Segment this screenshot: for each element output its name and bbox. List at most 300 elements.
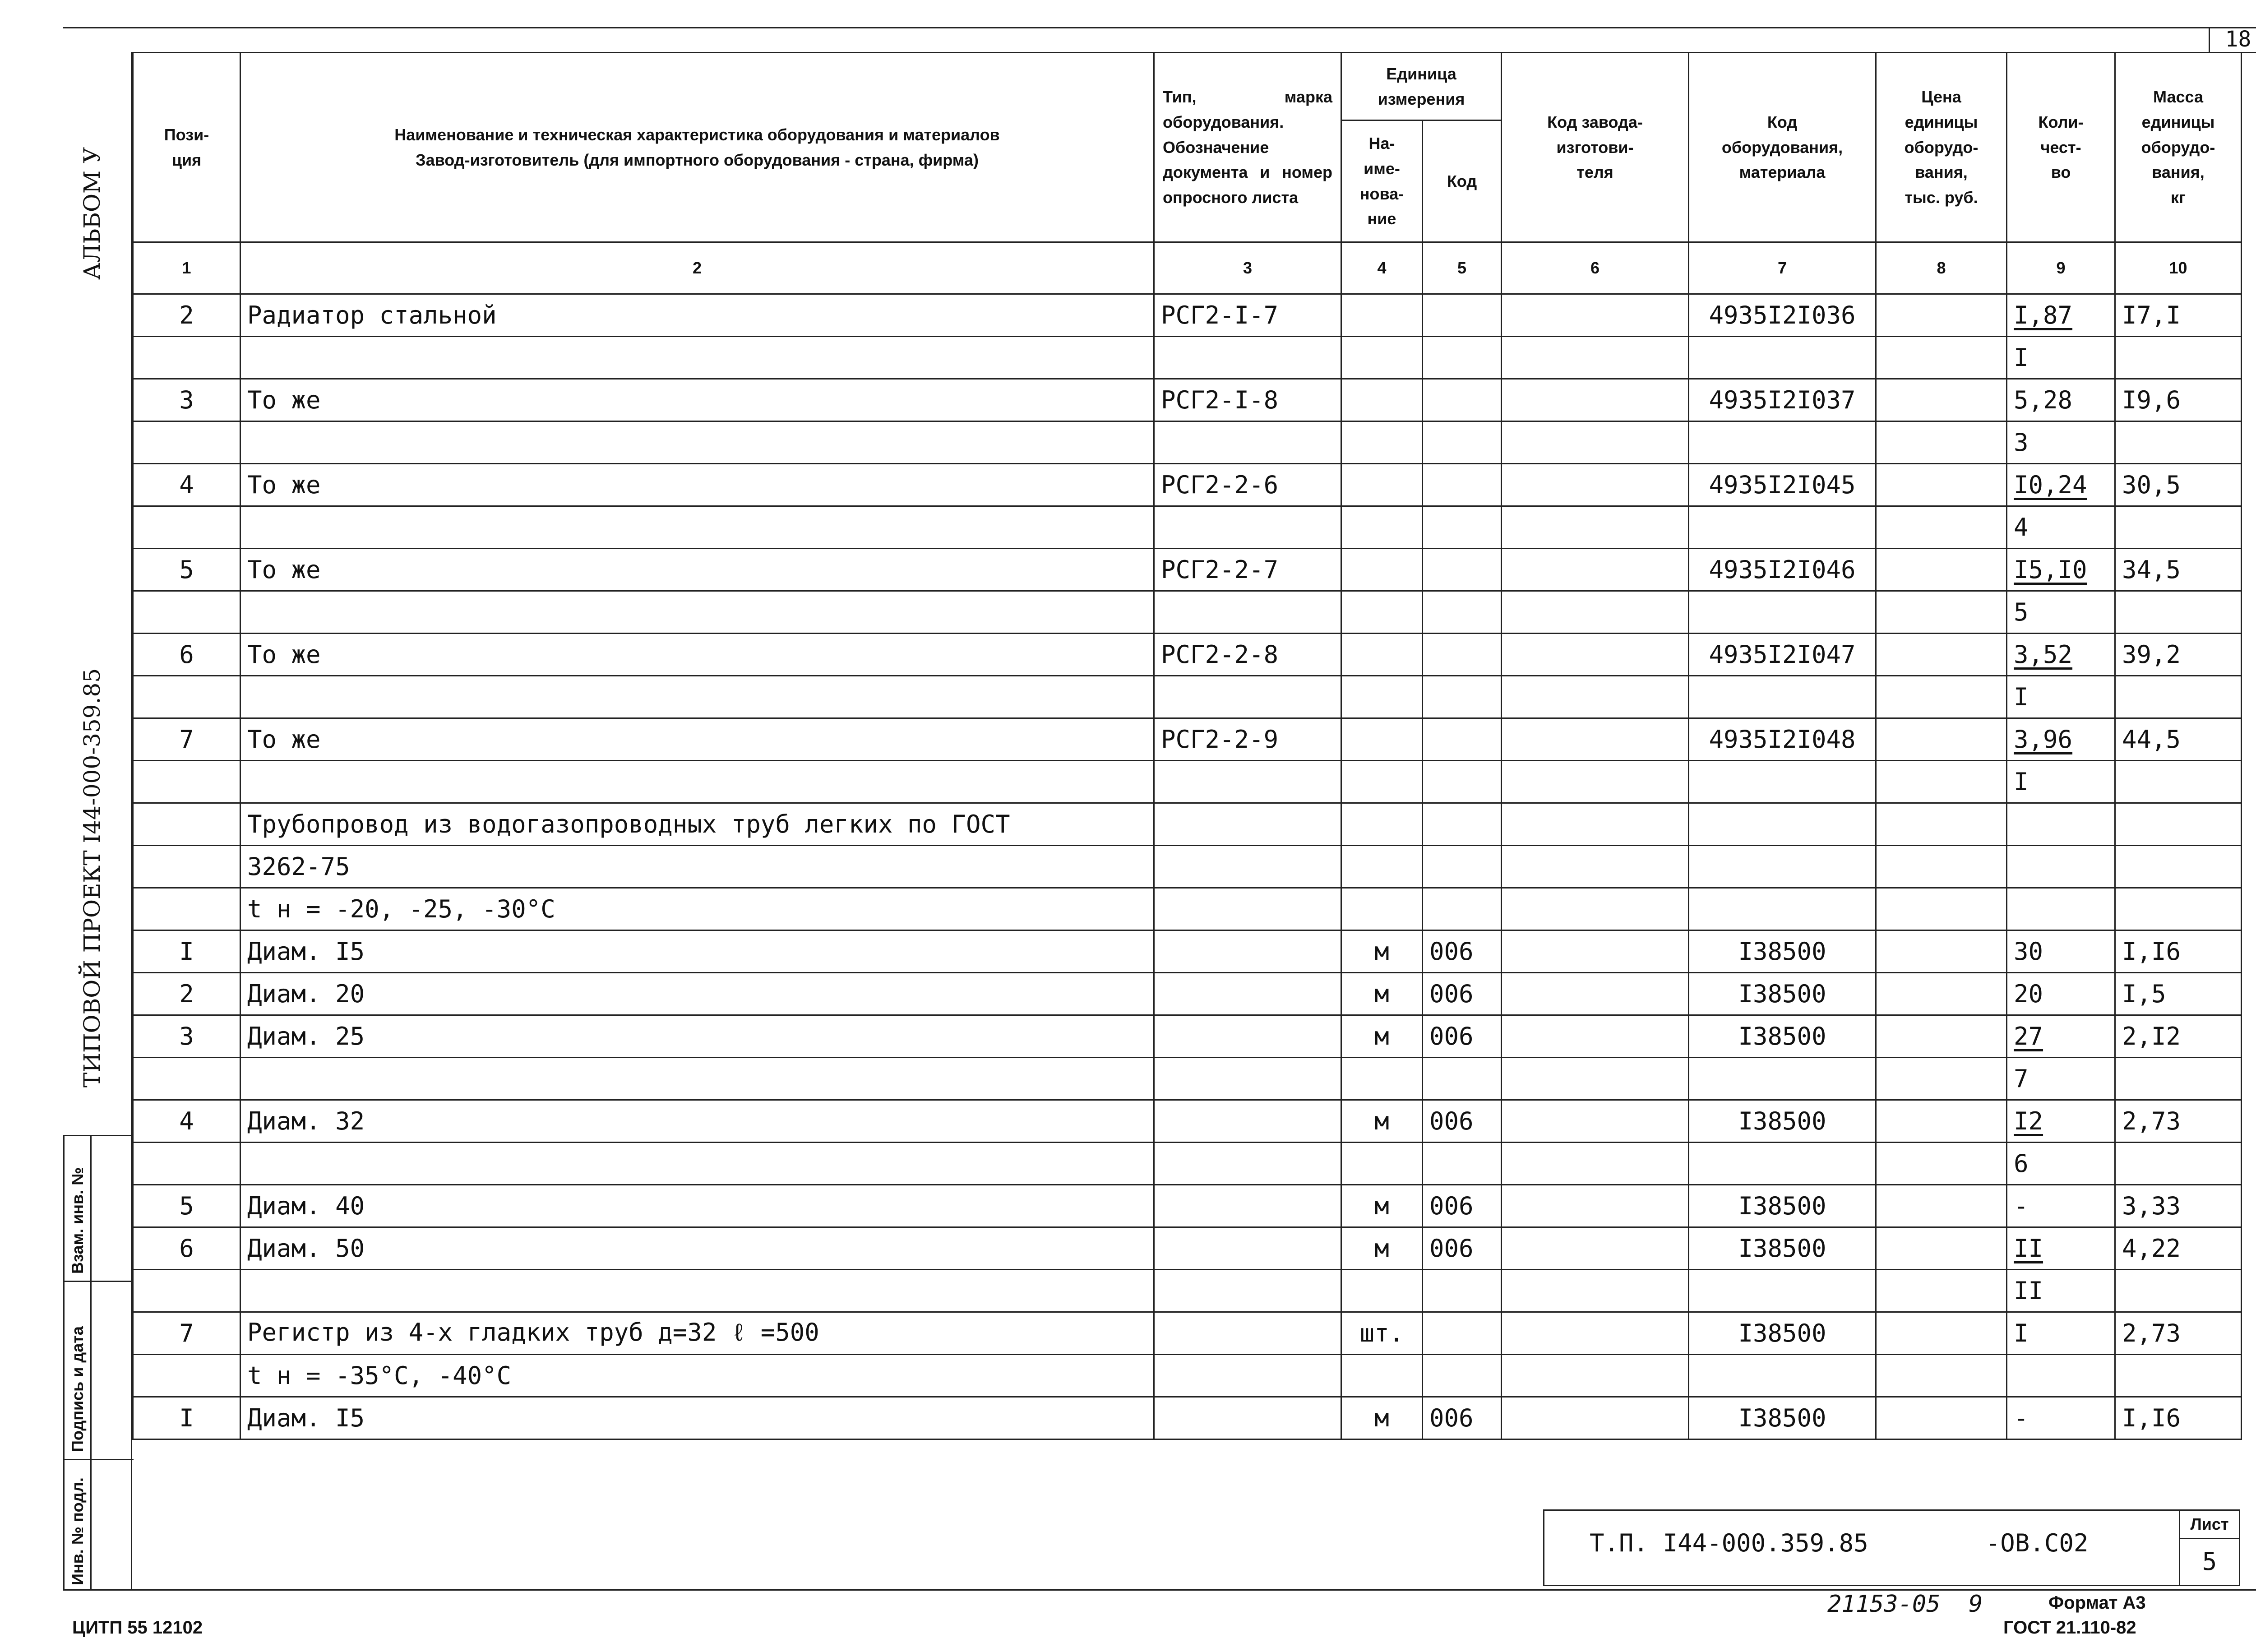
- cell-unit-name: [1341, 294, 1423, 337]
- cell-unit-name: м: [1341, 1100, 1423, 1143]
- cell-factory-code: [1502, 591, 1689, 634]
- table-row: [133, 973, 2242, 1015]
- footer-organization: ЦИТП 55 12102: [72, 1618, 203, 1638]
- cell-name: Диам. I5: [240, 930, 1154, 973]
- cell-price: [1876, 1185, 2007, 1227]
- cell-equipment-code: [1689, 888, 1876, 930]
- cell-mass: [2115, 337, 2242, 379]
- cell-unit-code: 006: [1423, 973, 1502, 1015]
- cell-equipment-code: 4935I2I046: [1689, 549, 1876, 591]
- cell-price: [1876, 379, 2007, 421]
- header-number: 1: [133, 242, 240, 294]
- table-row: [133, 1355, 2242, 1397]
- cell-type: [1154, 591, 1341, 634]
- cell-unit-name: [1341, 591, 1423, 634]
- cell-quantity: 5: [2007, 591, 2115, 634]
- cell-price: [1876, 634, 2007, 676]
- footer-inventory-number: 21153-05 9: [1827, 1591, 1983, 1618]
- header-number: 6: [1502, 242, 1689, 294]
- cell-position: 3: [133, 1015, 240, 1058]
- stamp-original-inventory: Инв. № подл.: [68, 1477, 87, 1585]
- header-number: 8: [1876, 242, 2007, 294]
- table-row: [133, 421, 2242, 464]
- side-stamp: [63, 1135, 132, 1591]
- table-row: [133, 1100, 2242, 1143]
- cell-position: 6: [133, 1227, 240, 1270]
- cell-unit-code: [1423, 464, 1502, 506]
- cell-name: [240, 1270, 1154, 1312]
- cell-unit-name: м: [1341, 1185, 1423, 1227]
- stamp-divider: [65, 1281, 134, 1282]
- project-label: ТИПОВОЙ ПРОЕКТ I44-000-359.85: [79, 668, 105, 1087]
- stamp-divider: [65, 1459, 134, 1460]
- cell-equipment-code: [1689, 1143, 1876, 1185]
- cell-name: t н = -20, -25, -30°С: [240, 888, 1154, 930]
- cell-unit-name: [1341, 676, 1423, 718]
- cell-position: [133, 888, 240, 930]
- cell-mass: 3,33: [2115, 1185, 2242, 1227]
- cell-quantity: II: [2007, 1227, 2115, 1270]
- cell-unit-name: м: [1341, 1227, 1423, 1270]
- cell-factory-code: [1502, 1143, 1689, 1185]
- footer-format: Формат А3: [2048, 1593, 2146, 1613]
- header-factory-code: Код завода- изготови- теля: [1502, 53, 1689, 242]
- cell-factory-code: [1502, 1355, 1689, 1397]
- table-row: [133, 1015, 2242, 1058]
- album-label: АЛЬБОМ У: [79, 147, 105, 280]
- cell-equipment-code: [1689, 761, 1876, 803]
- table-row: [133, 294, 2242, 337]
- cell-factory-code: [1502, 421, 1689, 464]
- table-row: [133, 1185, 2242, 1227]
- cell-unit-name: [1341, 379, 1423, 421]
- cell-factory-code: [1502, 1058, 1689, 1100]
- header-unit-group: Единица измерения: [1341, 53, 1502, 120]
- cell-equipment-code: 4935I2I048: [1689, 718, 1876, 761]
- cell-quantity: I: [2007, 676, 2115, 718]
- cell-unit-code: [1423, 761, 1502, 803]
- cell-mass: 34,5: [2115, 549, 2242, 591]
- cell-type: [1154, 973, 1341, 1015]
- cell-mass: I,I6: [2115, 930, 2242, 973]
- cell-equipment-code: [1689, 1355, 1876, 1397]
- cell-unit-code: 006: [1423, 1397, 1502, 1439]
- cell-factory-code: [1502, 718, 1689, 761]
- cell-mass: [2115, 1143, 2242, 1185]
- cell-quantity: 4: [2007, 506, 2115, 549]
- table-row: [133, 591, 2242, 634]
- cell-unit-code: 006: [1423, 1185, 1502, 1227]
- cell-position: [133, 1143, 240, 1185]
- cell-price: [1876, 761, 2007, 803]
- cell-name: То же: [240, 634, 1154, 676]
- cell-mass: 4,22: [2115, 1227, 2242, 1270]
- cell-mass: 30,5: [2115, 464, 2242, 506]
- table-row: [133, 846, 2242, 888]
- table-row: [133, 549, 2242, 591]
- cell-type: [1154, 761, 1341, 803]
- cell-equipment-code: I38500: [1689, 973, 1876, 1015]
- cell-quantity: 27: [2007, 1015, 2115, 1058]
- cell-price: [1876, 676, 2007, 718]
- cell-name: [240, 1143, 1154, 1185]
- cell-price: [1876, 1355, 2007, 1397]
- cell-type: РСГ2-2-7: [1154, 549, 1341, 591]
- cell-unit-code: 006: [1423, 1100, 1502, 1143]
- cell-name: Диам. 50: [240, 1227, 1154, 1270]
- cell-factory-code: [1502, 1100, 1689, 1143]
- cell-quantity: I: [2007, 337, 2115, 379]
- cell-type: РСГ2-2-8: [1154, 634, 1341, 676]
- cell-position: [133, 1270, 240, 1312]
- cell-type: [1154, 1185, 1341, 1227]
- cell-name: [240, 761, 1154, 803]
- cell-name: То же: [240, 549, 1154, 591]
- cell-mass: [2115, 506, 2242, 549]
- cell-unit-name: м: [1341, 1015, 1423, 1058]
- cell-mass: [2115, 888, 2242, 930]
- cell-position: 4: [133, 464, 240, 506]
- cell-factory-code: [1502, 294, 1689, 337]
- cell-unit-name: м: [1341, 973, 1423, 1015]
- cell-name: [240, 337, 1154, 379]
- cell-price: [1876, 846, 2007, 888]
- cell-type: [1154, 506, 1341, 549]
- cell-factory-code: [1502, 1015, 1689, 1058]
- cell-price: [1876, 718, 2007, 761]
- title-block: [1543, 1509, 2240, 1586]
- cell-position: [133, 506, 240, 549]
- cell-factory-code: [1502, 379, 1689, 421]
- cell-equipment-code: I38500: [1689, 1185, 1876, 1227]
- cell-quantity: [2007, 888, 2115, 930]
- header-number: 3: [1154, 242, 1341, 294]
- table-row: [133, 718, 2242, 761]
- cell-factory-code: [1502, 888, 1689, 930]
- cell-equipment-code: 4935I2I047: [1689, 634, 1876, 676]
- cell-name: [240, 1058, 1154, 1100]
- cell-equipment-code: [1689, 506, 1876, 549]
- cell-type: [1154, 1143, 1341, 1185]
- cell-name: То же: [240, 718, 1154, 761]
- cell-name: То же: [240, 464, 1154, 506]
- header-unit-name: На- име- нова- ние: [1341, 120, 1423, 242]
- cell-position: 7: [133, 1312, 240, 1355]
- header-number: 5: [1423, 242, 1502, 294]
- table-row: [133, 634, 2242, 676]
- cell-price: [1876, 1015, 2007, 1058]
- cell-unit-name: м: [1341, 930, 1423, 973]
- cell-quantity: I,87: [2007, 294, 2115, 337]
- cell-type: [1154, 888, 1341, 930]
- cell-price: [1876, 1397, 2007, 1439]
- cell-unit-code: [1423, 676, 1502, 718]
- cell-type: [1154, 1270, 1341, 1312]
- cell-price: [1876, 549, 2007, 591]
- cell-factory-code: [1502, 1312, 1689, 1355]
- cell-name: Диам. 20: [240, 973, 1154, 1015]
- document-code: Т.П. I44-000.359.85 -ОВ.С02: [1590, 1529, 2089, 1557]
- cell-mass: [2115, 421, 2242, 464]
- cell-unit-code: [1423, 1355, 1502, 1397]
- cell-factory-code: [1502, 1397, 1689, 1439]
- cell-position: [133, 591, 240, 634]
- cell-equipment-code: 4935I2I037: [1689, 379, 1876, 421]
- cell-type: [1154, 1058, 1341, 1100]
- cell-price: [1876, 888, 2007, 930]
- table-row: [133, 761, 2242, 803]
- cell-mass: 2,73: [2115, 1312, 2242, 1355]
- cell-price: [1876, 294, 2007, 337]
- table-row: [133, 930, 2242, 973]
- cell-factory-code: [1502, 634, 1689, 676]
- cell-name: [240, 676, 1154, 718]
- cell-unit-name: [1341, 888, 1423, 930]
- cell-type: [1154, 421, 1341, 464]
- table-row: [133, 1143, 2242, 1185]
- cell-name: Диам. 25: [240, 1015, 1154, 1058]
- cell-unit-code: [1423, 549, 1502, 591]
- cell-quantity: 6: [2007, 1143, 2115, 1185]
- cell-quantity: 3,96: [2007, 718, 2115, 761]
- cell-unit-name: [1341, 549, 1423, 591]
- cell-type: [1154, 337, 1341, 379]
- cell-name: Радиатор стальной: [240, 294, 1154, 337]
- cell-mass: [2115, 803, 2242, 846]
- cell-type: [1154, 1355, 1341, 1397]
- cell-unit-code: [1423, 1058, 1502, 1100]
- header-quantity: Коли- чест- во: [2007, 53, 2115, 242]
- cell-quantity: I5,I0: [2007, 549, 2115, 591]
- cell-price: [1876, 1227, 2007, 1270]
- cell-price: [1876, 1312, 2007, 1355]
- cell-factory-code: [1502, 1227, 1689, 1270]
- cell-position: 5: [133, 549, 240, 591]
- cell-equipment-code: [1689, 1058, 1876, 1100]
- cell-mass: [2115, 591, 2242, 634]
- specification-table: [132, 52, 2242, 1440]
- cell-equipment-code: [1689, 337, 1876, 379]
- cell-factory-code: [1502, 549, 1689, 591]
- cell-quantity: 3,52: [2007, 634, 2115, 676]
- cell-equipment-code: [1689, 846, 1876, 888]
- sheet-corner-number: 18: [2209, 27, 2256, 53]
- cell-type: [1154, 1227, 1341, 1270]
- cell-mass: [2115, 676, 2242, 718]
- cell-type: [1154, 1312, 1341, 1355]
- cell-quantity: 5,28: [2007, 379, 2115, 421]
- cell-type: [1154, 803, 1341, 846]
- cell-factory-code: [1502, 930, 1689, 973]
- header-position: Пози- ция: [133, 53, 240, 242]
- table-row: [133, 888, 2242, 930]
- cell-position: [133, 676, 240, 718]
- cell-name: То же: [240, 379, 1154, 421]
- cell-mass: [2115, 1355, 2242, 1397]
- cell-unit-code: [1423, 294, 1502, 337]
- cell-mass: 2,73: [2115, 1100, 2242, 1143]
- header-type: Тип, марка оборудования. Обозначение документа и номер опросного листа: [1154, 53, 1341, 242]
- cell-position: 2: [133, 294, 240, 337]
- cell-type: [1154, 846, 1341, 888]
- cell-name: t н = -35°С, -40°С: [240, 1355, 1154, 1397]
- cell-quantity: 3: [2007, 421, 2115, 464]
- sheet-label: Лист: [2180, 1511, 2239, 1539]
- cell-price: [1876, 337, 2007, 379]
- cell-factory-code: [1502, 846, 1689, 888]
- cell-mass: I,I6: [2115, 1397, 2242, 1439]
- cell-name: [240, 591, 1154, 634]
- cell-position: [133, 1355, 240, 1397]
- cell-quantity: -: [2007, 1185, 2115, 1227]
- cell-type: РСГ2-2-6: [1154, 464, 1341, 506]
- cell-mass: [2115, 1270, 2242, 1312]
- cell-price: [1876, 464, 2007, 506]
- cell-quantity: 20: [2007, 973, 2115, 1015]
- cell-unit-name: [1341, 761, 1423, 803]
- cell-factory-code: [1502, 464, 1689, 506]
- header-unit-code: Код: [1423, 120, 1502, 242]
- header-equipment-code: Код оборудования, материала: [1689, 53, 1876, 242]
- cell-mass: I7,I: [2115, 294, 2242, 337]
- cell-unit-code: 006: [1423, 1227, 1502, 1270]
- cell-unit-code: [1423, 421, 1502, 464]
- cell-unit-name: [1341, 1355, 1423, 1397]
- cell-mass: 44,5: [2115, 718, 2242, 761]
- cell-quantity: [2007, 803, 2115, 846]
- stamp-signature-date: Подпись и дата: [68, 1326, 87, 1452]
- cell-position: I: [133, 1397, 240, 1439]
- cell-position: [133, 337, 240, 379]
- cell-quantity: [2007, 1355, 2115, 1397]
- cell-mass: [2115, 846, 2242, 888]
- cell-equipment-code: [1689, 1270, 1876, 1312]
- cell-mass: I,5: [2115, 973, 2242, 1015]
- cell-mass: [2115, 1058, 2242, 1100]
- cell-position: 4: [133, 1100, 240, 1143]
- cell-price: [1876, 930, 2007, 973]
- table-row: [133, 379, 2242, 421]
- cell-type: РСГ2-I-8: [1154, 379, 1341, 421]
- cell-factory-code: [1502, 676, 1689, 718]
- cell-equipment-code: [1689, 591, 1876, 634]
- cell-unit-code: [1423, 591, 1502, 634]
- table-row: [133, 1227, 2242, 1270]
- specification-rows: [133, 294, 2242, 1439]
- cell-unit-name: [1341, 634, 1423, 676]
- header-number: 4: [1341, 242, 1423, 294]
- cell-position: 7: [133, 718, 240, 761]
- cell-quantity: -: [2007, 1397, 2115, 1439]
- cell-unit-code: [1423, 337, 1502, 379]
- cell-price: [1876, 421, 2007, 464]
- cell-factory-code: [1502, 1185, 1689, 1227]
- table-row: [133, 803, 2242, 846]
- cell-unit-code: [1423, 634, 1502, 676]
- table-row: [133, 464, 2242, 506]
- cell-name: [240, 421, 1154, 464]
- cell-position: [133, 1058, 240, 1100]
- cell-mass: 2,I2: [2115, 1015, 2242, 1058]
- cell-quantity: [2007, 846, 2115, 888]
- cell-unit-code: [1423, 379, 1502, 421]
- cell-unit-code: 006: [1423, 1015, 1502, 1058]
- table-row: [133, 1397, 2242, 1439]
- cell-price: [1876, 973, 2007, 1015]
- cell-name: 3262-75: [240, 846, 1154, 888]
- cell-unit-name: [1341, 846, 1423, 888]
- cell-type: [1154, 1015, 1341, 1058]
- cell-position: [133, 846, 240, 888]
- cell-equipment-code: I38500: [1689, 1312, 1876, 1355]
- cell-unit-name: [1341, 803, 1423, 846]
- cell-position: 5: [133, 1185, 240, 1227]
- header-number: 9: [2007, 242, 2115, 294]
- cell-position: 6: [133, 634, 240, 676]
- cell-price: [1876, 1270, 2007, 1312]
- cell-position: 3: [133, 379, 240, 421]
- cell-equipment-code: [1689, 421, 1876, 464]
- cell-factory-code: [1502, 803, 1689, 846]
- cell-price: [1876, 591, 2007, 634]
- cell-name: Регистр из 4-х гладких труб д=32 ℓ =500: [240, 1312, 1154, 1355]
- cell-name: Диам. I5: [240, 1397, 1154, 1439]
- cell-position: [133, 761, 240, 803]
- cell-factory-code: [1502, 1270, 1689, 1312]
- table-row: [133, 337, 2242, 379]
- cell-position: 2: [133, 973, 240, 1015]
- cell-unit-name: [1341, 464, 1423, 506]
- cell-factory-code: [1502, 761, 1689, 803]
- cell-unit-code: [1423, 506, 1502, 549]
- header-name: Наименование и техническая характеристика оборудования и материалов Завод-изготовитель (для импортного оборудования - страна, фирма): [240, 53, 1154, 242]
- cell-type: РСГ2-I-7: [1154, 294, 1341, 337]
- cell-unit-name: [1341, 1058, 1423, 1100]
- cell-unit-name: [1341, 337, 1423, 379]
- sheet-cell: [2179, 1511, 2239, 1585]
- header-mass: Масса единицы оборудо- вания, кг: [2115, 53, 2242, 242]
- table-row: [133, 676, 2242, 718]
- cell-equipment-code: I38500: [1689, 1227, 1876, 1270]
- cell-equipment-code: I38500: [1689, 930, 1876, 973]
- table-row: [133, 1058, 2242, 1100]
- table-row: [133, 1312, 2242, 1355]
- cell-unit-code: 006: [1423, 930, 1502, 973]
- cell-equipment-code: 4935I2I045: [1689, 464, 1876, 506]
- cell-equipment-code: I38500: [1689, 1397, 1876, 1439]
- stamp-replace-inventory: Взам. инв. №: [68, 1167, 87, 1274]
- cell-quantity: II: [2007, 1270, 2115, 1312]
- cell-equipment-code: [1689, 676, 1876, 718]
- cell-position: [133, 803, 240, 846]
- cell-type: [1154, 1397, 1341, 1439]
- cell-unit-code: [1423, 888, 1502, 930]
- footer-gost: ГОСТ 21.110-82: [2003, 1618, 2136, 1638]
- header-number: 10: [2115, 242, 2242, 294]
- cell-unit-code: [1423, 846, 1502, 888]
- cell-equipment-code: I38500: [1689, 1015, 1876, 1058]
- cell-position: [133, 421, 240, 464]
- cell-type: РСГ2-2-9: [1154, 718, 1341, 761]
- cell-price: [1876, 803, 2007, 846]
- cell-mass: 39,2: [2115, 634, 2242, 676]
- cell-quantity: I0,24: [2007, 464, 2115, 506]
- cell-unit-name: [1341, 1270, 1423, 1312]
- cell-unit-code: [1423, 718, 1502, 761]
- cell-price: [1876, 506, 2007, 549]
- cell-quantity: I: [2007, 761, 2115, 803]
- sheet-number: 5: [2202, 1547, 2217, 1576]
